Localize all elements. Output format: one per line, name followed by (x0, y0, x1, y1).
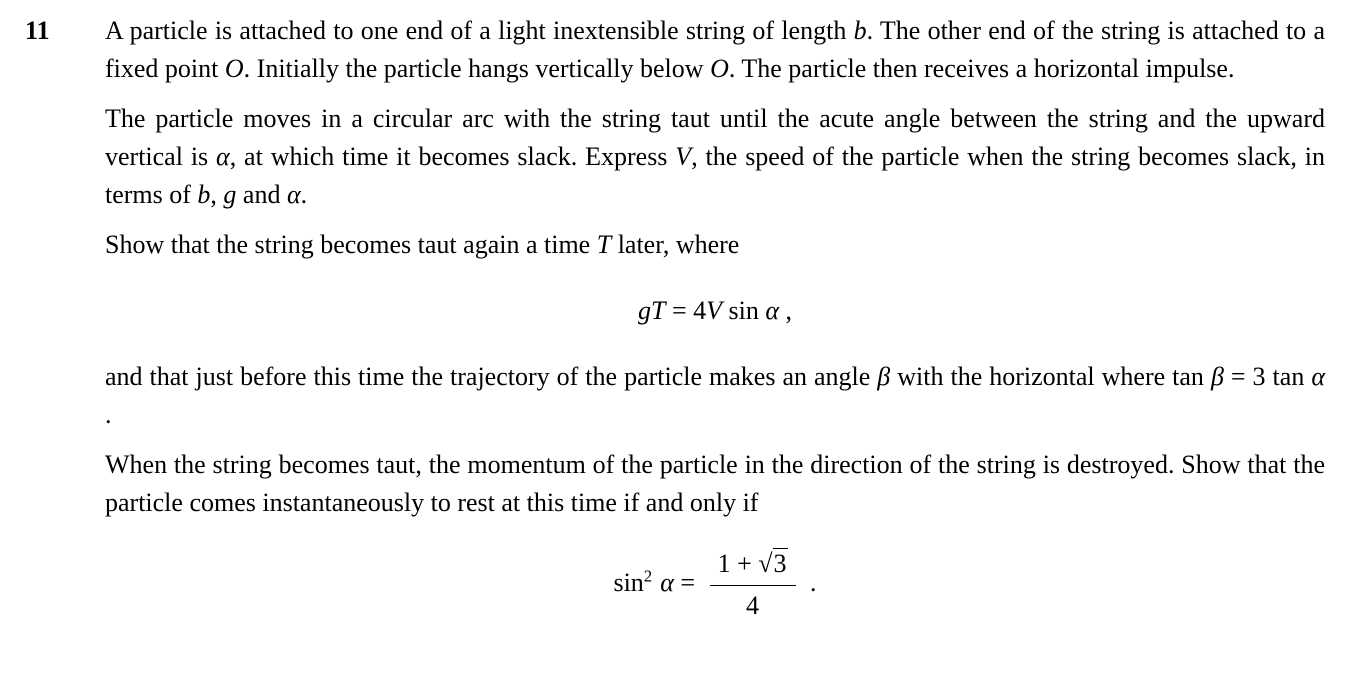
exponent-2: 2 (643, 566, 653, 586)
question-number: 11 (25, 16, 50, 45)
fraction (710, 546, 796, 624)
question-body (105, 12, 1325, 624)
fraction-denominator: 4 (746, 591, 760, 620)
paragraph-momentum-destroyed: When the string becomes taut, the momentum of the particle in the direction of the string is destroyed. Show that the particle comes instantaneously to rest at this time if and only if (105, 450, 1325, 517)
fraction-numerator (710, 546, 796, 586)
paragraph-setup: A particle is attached to one end of a light inextensible string of length b. The other end of the string is attached to a fixed point O. Initially the particle hangs vertically below O. The particle then receives a horizontal impulse. (105, 16, 1325, 83)
paragraph-trajectory-angle: and that just before this time the trajectory of the particle makes an angle β with the horizontal where tan β = 3 tan α . (105, 362, 1325, 429)
sin-operator: sin (613, 567, 644, 597)
paragraph-show-taut: Show that the string becomes taut again a time T later, where (105, 230, 740, 259)
equation-period: . (810, 567, 817, 597)
paragraph-circular-arc: The particle moves in a circular arc with the string taut until the acute angle between the string and the upward vertical is α, at which time it becomes slack. Express V, the speed of the particle when the string becomes slack, in terms of b, g and α. (105, 104, 1325, 209)
alpha-symbol: α (660, 567, 674, 597)
equation-gT: gT = 4V sin α , (637, 296, 793, 325)
numerator-prefix: 1 + (717, 549, 759, 578)
equation-sin-squared (105, 546, 1325, 624)
sqrt-symbol: √ (758, 549, 773, 578)
equals-sign: = (680, 567, 696, 597)
radicand: 3 (773, 549, 787, 578)
